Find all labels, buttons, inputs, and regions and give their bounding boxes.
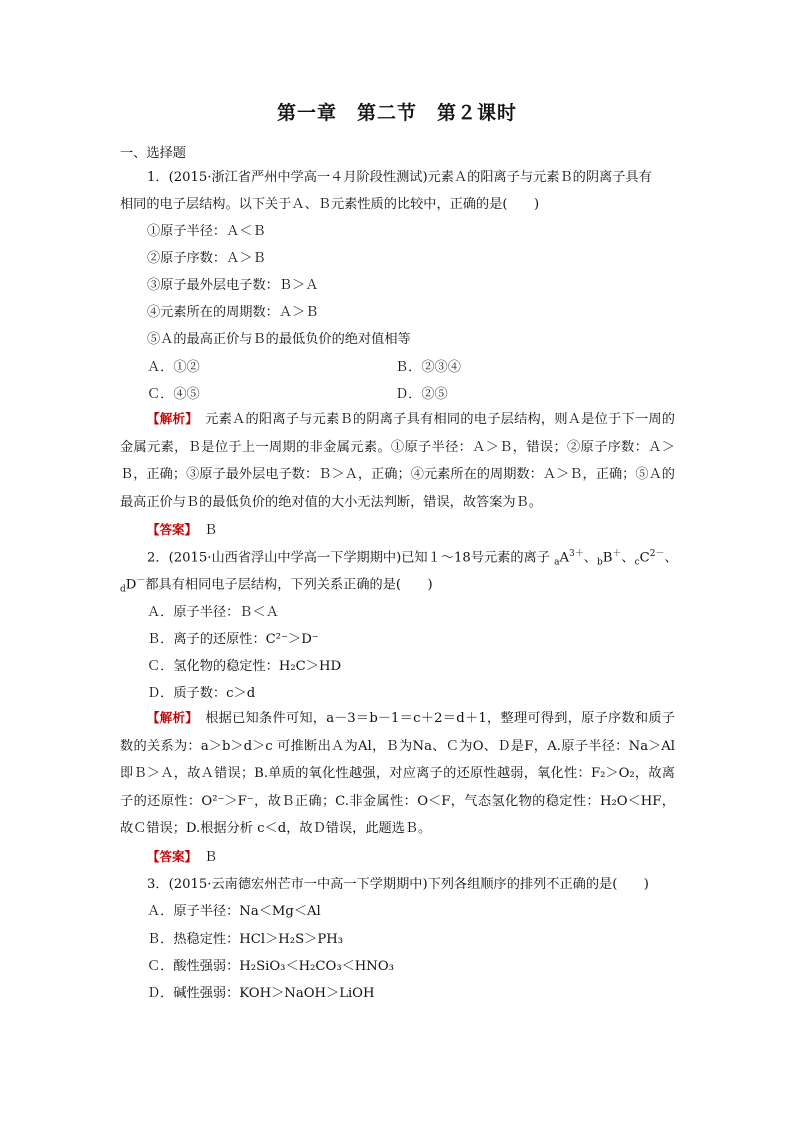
q1-option-a: Ａ．①② — [147, 360, 200, 375]
q1-analysis-tag: 【解析】 — [147, 411, 192, 426]
q2-analysis-text: 根据已知条件可知，a－3＝b－1＝c＋2＝d＋1，整理可得到，原子序数和质子数的关系为：a＞b＞d＞c 可推断出Ａ为Al，Ｂ为Na、Ｃ为O、Ｄ是F，A.原子半径：Na＞Al 即Ｂ＞Ａ，故Ａ错误；B.单质的氧化性越强，对应离子的还原性越弱，氧化性：F₂＞O₂，故离子的还原性：O²⁻＞F⁻，故Ｂ正确；C.非金属性：O＜F，气态氢化物的稳定性：H₂O＜HF，故Ｃ错误；D.根据分析 c＜d，故Ｄ错误，此题选Ｂ。 — [120, 711, 675, 836]
q2-option-c: Ｃ．氢化物的稳定性：H₂C＞HD — [147, 659, 342, 674]
q2-analysis-tag: 【解析】 — [147, 710, 192, 725]
q1-option-c: Ｃ．④⑤ — [147, 387, 200, 402]
q1-option-b: Ｂ．②③④ — [395, 360, 461, 375]
q1-stem-line1: 1．(2015·浙江省严州中学高一４月阶段性测试)元素Ａ的阳离子与元素Ｂ的阴离子具有 — [147, 170, 652, 185]
q2-stem-text-2: 都具有相同电子层结构，下列关系正确的是( ) — [145, 577, 433, 593]
q2-stem-line1: 2．(2015·山西省浮山中学高一下学期期中)已知１～18号元素的离子 $_aA^{3+}$、$_b$B＋、$_cC^{2-}$、 — [147, 549, 678, 568]
q2-option-b: Ｂ．离子的还原性：C²⁻＞D⁻ — [147, 632, 319, 647]
q1-item-5: ⑤Ａ的最高正价与Ｂ的最低负价的绝对值相等 — [147, 332, 411, 347]
q3-stem: 3．(2015·云南德宏州芒市一中高一下学期期中)下列各组顺序的排列不正确的是( ) — [147, 877, 649, 892]
page-title: 第一章 第二节 第２课时 — [276, 102, 517, 124]
q1-analysis — [120, 405, 675, 516]
q2-answer — [147, 846, 217, 865]
q2-answer-tag: 【答案】 — [147, 849, 191, 864]
q2-stem-line2: $_d$D－都具有相同电子层结构，下列关系正确的是( ) — [120, 576, 433, 595]
q1-option-d: Ｄ．②⑤ — [395, 387, 448, 402]
q1-answer-tag: 【答案】 — [147, 522, 191, 537]
q1-item-2: ②原子序数：Ａ＞Ｂ — [147, 251, 266, 266]
q2-stem-text: 2．(2015·山西省浮山中学高一下学期期中)已知１～18号元素的离子 — [147, 550, 550, 566]
q2-option-d: Ｄ．质子数：c＞d — [147, 686, 256, 701]
section-heading: 一、选择题 — [120, 146, 186, 161]
q1-stem-line2: 相同的电子层结构。以下关于Ａ、Ｂ元素性质的比较中，正确的是( ) — [120, 197, 540, 212]
q1-item-1: ①原子半径：Ａ＜Ｂ — [147, 224, 266, 239]
q2-option-a: Ａ．原子半径：Ｂ＜Ａ — [147, 605, 279, 620]
q3-option-a: Ａ．原子半径：Na＜Mg＜Al — [147, 904, 321, 919]
q1-answer-value: Ｂ — [203, 523, 218, 538]
q2-answer-value: Ｂ — [203, 850, 218, 865]
q3-option-b: Ｂ．热稳定性：HCl＞H₂S＞PH₃ — [147, 932, 343, 947]
q2-analysis — [120, 704, 675, 843]
q1-answer — [147, 519, 217, 538]
q1-analysis-text: 元素Ａ的阳离子与元素Ｂ的阴离子具有相同的电子层结构，则Ａ是位于下一周的金属元素，Ｂ是位于上一周期的非金属元素。①原子半径：Ａ＞Ｂ，错误；②原子序数：Ａ＞Ｂ，正确；③原子最外层电子数：Ｂ＞Ａ，正确；④元素所在的周期数：Ａ＞Ｂ，正确；⑤Ａ的最高正价与Ｂ的最低负价的绝对值的大小无法判断，错误，故答案为Ｂ。 — [120, 412, 675, 510]
q3-option-c: Ｃ．酸性强弱：H₂SiO₃＜H₂CO₃＜HNO₃ — [147, 959, 394, 974]
q1-item-4: ④元素所在的周期数：Ａ＞Ｂ — [147, 305, 319, 320]
q1-item-3: ③原子最外层电子数：Ｂ＞Ａ — [147, 278, 319, 293]
q3-option-d: Ｄ．碱性强弱：KOH＞NaOH＞LiOH — [147, 986, 375, 1001]
